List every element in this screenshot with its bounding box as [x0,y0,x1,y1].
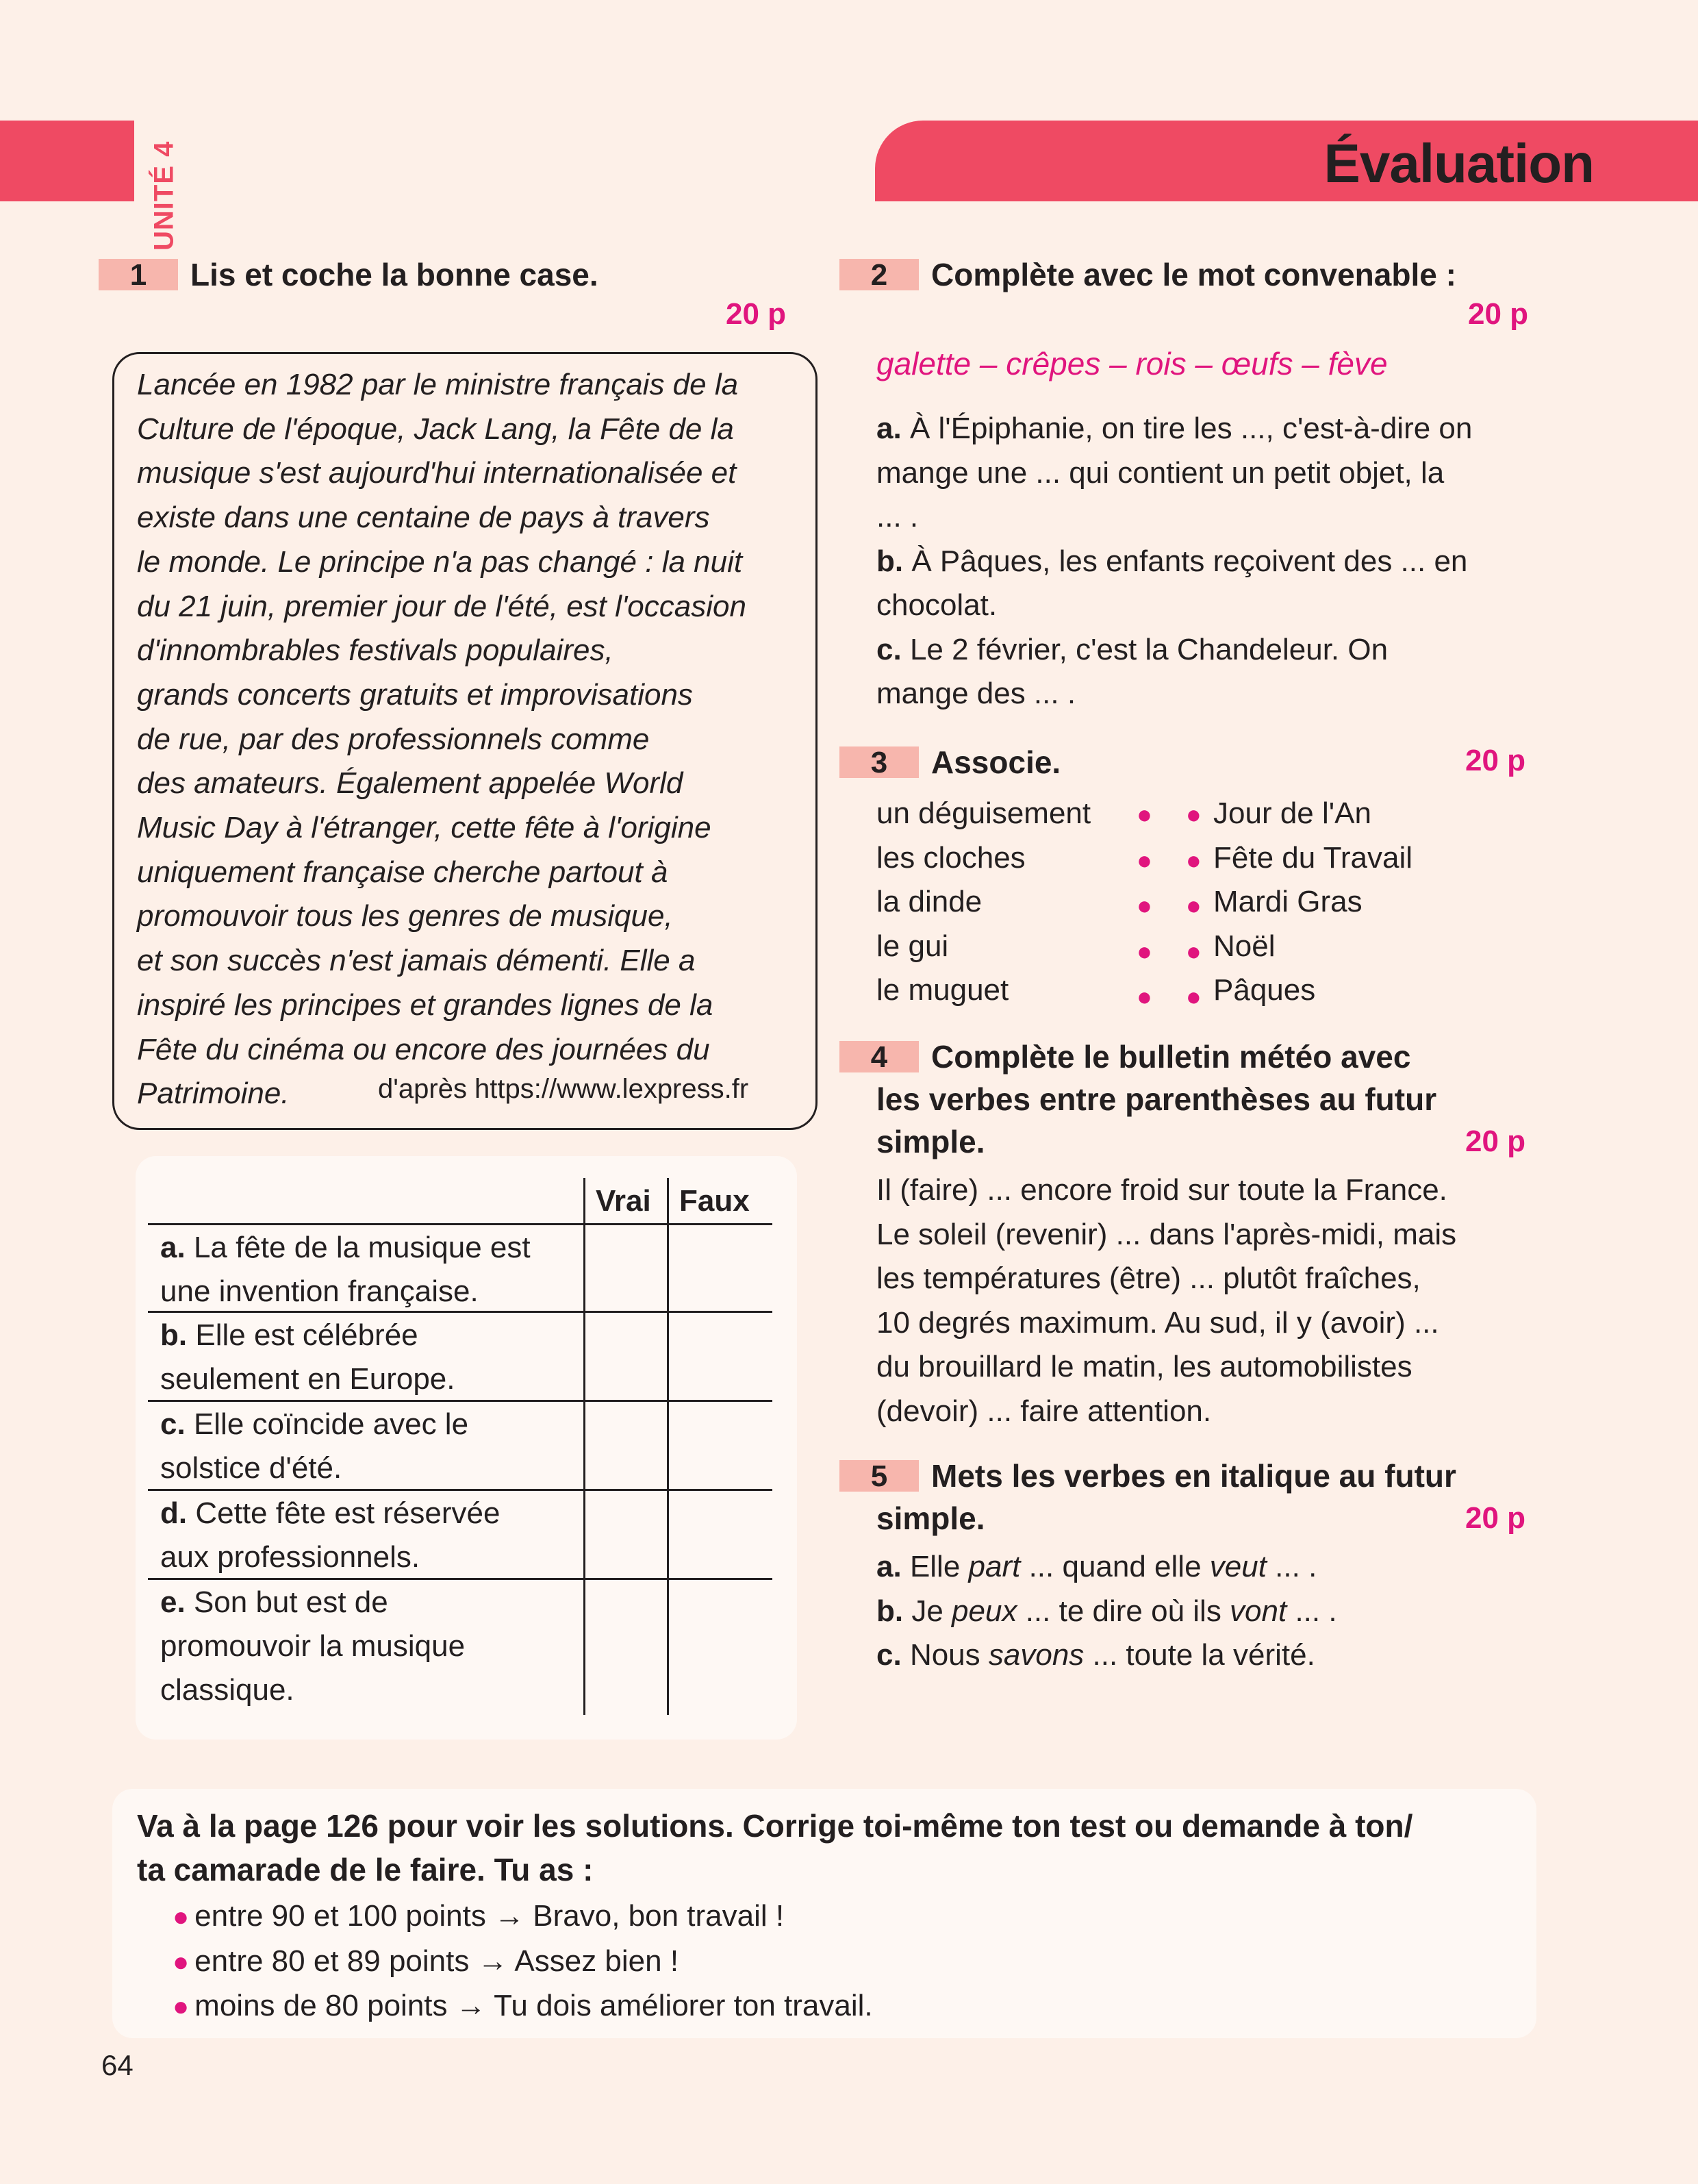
table-column-divider [667,1178,669,1715]
row-letter: b. [160,1318,188,1352]
item-text: ... . [1266,1550,1317,1583]
bulletin-line: Il (faire) ... encore froid sur toute la France. [876,1173,1447,1207]
reading-text-line: et son succès n'est jamais démenti. Elle a [137,944,696,978]
exercise-4-heading [839,1035,1436,1163]
bullet-icon: ● [173,1946,190,1977]
exercise-instruction: les verbes entre parenthèses au futur [876,1081,1437,1117]
results-intro-line: Va à la page 126 pour voir les solutions. Corrige toi-même ton test ou demande à ton/ [137,1808,1413,1844]
reading-text-line: d'innombrables festivals populaires, [137,633,613,668]
bulletin-line: (devoir) ... faire attention. [876,1394,1212,1428]
page-number: 64 [101,2049,134,2081]
bulletin-line: 10 degrés maximum. Au sud, il y (avoir) ... [876,1305,1439,1340]
table-column-divider [583,1178,585,1715]
results-intro [137,1804,1520,1892]
match-right-item: Jour de l'An [1213,796,1371,830]
exercise-3-points: 20 p [1465,744,1526,777]
exercise-instruction: Lis et coche la bonne case. [190,257,598,292]
list-item [173,1940,873,1985]
reading-text [137,363,808,1116]
item-text: Elle [909,1550,969,1583]
right-dot[interactable]: ● [1185,801,1202,829]
match-right-item: Mardi Gras [1213,885,1363,918]
row-letter: e. [160,1585,186,1619]
item-text: À l'Épiphanie, on tire les ..., c'est-à-dire on [909,412,1473,445]
results-list [173,1894,873,2029]
item-letter: b. [876,544,904,578]
exercise-4-points: 20 p [1465,1125,1526,1158]
reading-text-line: existe dans une centaine de pays à travers [137,501,710,535]
table-row-divider [148,1223,772,1225]
table-row [160,1492,571,1579]
reading-text-line: du 21 juin, premier jour de l'été, est l'occasion [137,589,746,623]
reading-text-line: le monde. Le principe n'a pas changé : la nuit [137,544,743,579]
exercise-instruction: simple. [876,1501,985,1536]
item-letter: a. [876,412,902,445]
statement-text: La fête de la musique est [193,1231,531,1264]
item-text: mange une ... qui contient un petit objet, la [876,455,1445,490]
bullet-icon: ● [173,1992,190,2022]
left-dot[interactable]: ● [1137,846,1152,875]
item-text: Le 2 février, c'est la Chandeleur. On [909,632,1389,666]
weather-bulletin [876,1168,1547,1433]
item-letter: c. [876,632,902,666]
item-text: Nous [909,1638,989,1672]
table-header-faux: Faux [679,1184,750,1218]
right-dot[interactable]: ● [1185,846,1202,875]
item-letter: c. [876,1638,902,1672]
reading-text-line: inspiré les principes et grandes lignes de la [137,988,713,1022]
item-text: ... te dire où ils [1017,1594,1230,1628]
italic-verb: vont [1230,1594,1287,1628]
result-text: moins de 80 points → Tu dois améliorer ton travail. [194,1989,873,2022]
left-dot[interactable]: ● [1137,983,1152,1012]
row-letter: c. [160,1407,186,1441]
match-left-column [876,792,1091,1013]
exercise-5-items [876,1545,1547,1678]
reading-text-line: Lancée en 1982 par le ministre français de la [137,368,739,401]
match-right-column [1213,792,1412,1013]
unit-color-bar [0,121,134,201]
row-letter: a. [160,1231,186,1264]
match-dots [1137,792,1202,1020]
statement-text: Elle est célébrée [195,1318,418,1352]
reading-text-line: musique s'est aujourd'hui internationalisée et [137,456,737,490]
item-text: ... toute la vérité. [1084,1638,1315,1672]
list-item [173,1984,873,2029]
exercise-2-items [876,407,1547,716]
reading-text-line: des amateurs. Également appelée World [137,766,683,801]
right-dot[interactable]: ● [1185,983,1202,1012]
right-dot[interactable]: ● [1185,892,1202,920]
item-text: ... . [876,500,919,534]
statement-text: une invention française. [160,1275,479,1308]
reading-text-line: grands concerts gratuits et improvisations [137,677,693,712]
exercise-number: 1 [99,259,178,290]
statement-text: aux professionnels. [160,1540,420,1574]
bulletin-line: les températures (être) ... plutôt fraîches, [876,1262,1421,1295]
exercise-5-heading [839,1455,1456,1540]
exercise-1-points: 20 p [726,297,787,331]
item-text: ... . [1287,1594,1337,1628]
exercise-2-points: 20 p [1468,297,1529,331]
table-header-vrai: Vrai [596,1184,651,1218]
table-row [160,1403,571,1490]
item-letter: b. [876,1594,904,1628]
left-dot[interactable]: ● [1137,892,1152,920]
reading-text-line: promouvoir tous les genres de musique, [137,899,673,933]
exercise-3-heading [839,744,1061,781]
match-left-item: le gui [876,929,949,963]
list-item [876,1590,1547,1634]
bulletin-line: du brouillard le matin, les automobilistes [876,1350,1412,1383]
italic-verb: part [968,1550,1021,1583]
reading-text-line: Culture de l'époque, Jack Lang, la Fête de la [137,412,734,446]
match-left-item: un déguisement [876,796,1091,830]
table-row [160,1314,571,1401]
right-dot[interactable]: ● [1185,937,1202,966]
text-source: d'après https://www.lexpress.fr [378,1074,749,1104]
exercise-instruction: Complète le bulletin météo avec [931,1039,1411,1075]
table-row [160,1581,571,1712]
item-text: mange des ... . [876,677,1076,710]
bulletin-line: Le soleil (revenir) ... dans l'après-midi, mais [876,1217,1457,1251]
exercise-instruction: Complète avec le mot convenable : [931,257,1456,292]
statement-text: Cette fête est réservée [195,1496,500,1530]
match-right-item: Noël [1213,929,1276,963]
statement-text: solstice d'été. [160,1451,342,1485]
exercise-instruction: Associe. [931,744,1061,780]
exercise-2-heading [839,256,1456,293]
word-bank: galette – crêpes – rois – œufs – fève [876,346,1388,381]
statement-text: Son but est de [193,1585,388,1619]
exercise-number: 5 [839,1460,919,1492]
italic-verb: peux [952,1594,1017,1628]
left-dot[interactable]: ● [1137,937,1152,966]
exercise-5-points: 20 p [1465,1501,1526,1535]
exercise-instruction: simple. [876,1124,985,1159]
statement-text: seulement en Europe. [160,1362,455,1396]
match-right-item: Fête du Travail [1213,840,1413,875]
reading-text-line: uniquement française cherche partout à [137,855,668,889]
statement-text: Elle coïncide avec le [193,1407,469,1441]
item-text: À Pâques, les enfants reçoivent des ... en [911,544,1468,578]
list-item [173,1894,873,1940]
reading-text-line: Music Day à l'étranger, cette fête à l'origine [137,811,711,845]
match-left-item: la dinde [876,885,983,918]
left-dot[interactable]: ● [1137,801,1152,829]
exercise-number: 3 [839,746,919,778]
italic-verb: savons [988,1638,1085,1672]
exercise-number: 2 [839,259,919,290]
reading-text-line: Fête du cinéma ou encore des journées du [137,1032,710,1066]
bullet-icon: ● [173,1902,190,1932]
row-letter: d. [160,1496,188,1530]
item-text: ... quand elle [1020,1550,1210,1583]
match-left-item: le muguet [876,973,1009,1007]
reading-text-line: Patrimoine. [137,1077,290,1111]
list-item [876,1633,1547,1678]
reading-text-line: de rue, par des professionnels comme [137,722,650,756]
italic-verb: veut [1209,1550,1267,1583]
exercise-1-heading [99,256,598,293]
item-text: Je [911,1594,952,1628]
result-text: entre 80 et 89 points → Assez bien ! [194,1944,679,1978]
exercise-instruction: Mets les verbes en italique au futur [931,1458,1456,1494]
page-title: Évaluation [1323,133,1594,194]
unit-label: UNITÉ 4 [149,140,179,251]
match-right-item: Pâques [1213,973,1316,1007]
match-left-item: les cloches [876,840,1026,875]
list-item [876,1545,1547,1590]
item-letter: a. [876,1550,902,1583]
table-row [160,1226,571,1314]
statement-text: classique. [160,1673,294,1707]
statement-text: promouvoir la musique [160,1629,466,1663]
exercise-number: 4 [839,1041,919,1072]
item-text: chocolat. [876,588,998,622]
results-intro-line: ta camarade de le faire. Tu as : [137,1852,594,1887]
result-text: entre 90 et 100 points → Bravo, bon travail ! [194,1899,785,1933]
